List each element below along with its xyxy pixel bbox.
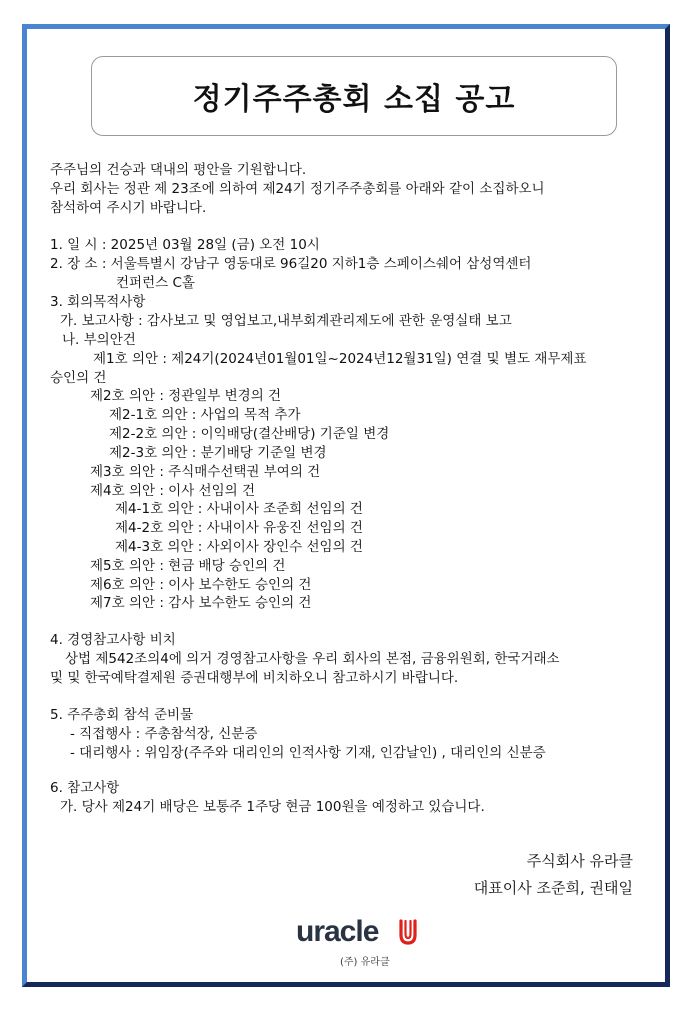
company-ceo: 대표이사 조준희, 권태일 xyxy=(473,879,633,897)
greeting-line-3: 참석하여 주시기 바랍니다. xyxy=(50,200,207,216)
prep-heading: 5. 주주총회 참석 준비물 xyxy=(50,707,194,723)
ref-line-1: 상법 제542조의4에 의거 경영참고사항을 우리 회사의 본점, 금융위원회, 한국거래소 xyxy=(65,651,560,667)
prep-proxy: - 대리행사 : 위임장(주주와 대리인의 인적사항 기재, 인감날인) , 대리인의 신분증 xyxy=(70,745,546,761)
ref-heading: 4. 경영참고사항 비치 xyxy=(50,632,176,648)
item-agenda: 나. 부의안건 xyxy=(62,332,136,348)
agenda-2: 제2호 의안 : 정관일부 변경의 건 xyxy=(90,388,282,404)
prep-direct: - 직접행사 : 주총참석장, 신분증 xyxy=(70,726,258,742)
agenda-4-1: 제4-1호 의안 : 사내이사 조준희 선임의 건 xyxy=(115,501,363,517)
logo-subtext: (주) 유라클 xyxy=(340,957,390,968)
item-report: 가. 보고사항 : 감사보고 및 영업보고,내부회계관리제도에 관한 운영실태 보고 xyxy=(60,313,512,329)
company-name: 주식회사 유라클 xyxy=(526,852,633,870)
item-purpose: 3. 회의목적사항 xyxy=(50,294,146,310)
note-line: 가. 당사 제24기 배당은 보통주 1주당 현금 100원을 예정하고 있습니다. xyxy=(60,799,485,815)
agenda-2-2: 제2-2호 의안 : 이익배당(결산배당) 기준일 변경 xyxy=(109,426,390,442)
agenda-2-3: 제2-3호 의안 : 분기배당 기준일 변경 xyxy=(109,445,327,461)
agenda-4-3: 제4-3호 의안 : 사외이사 장인수 선임의 건 xyxy=(115,539,363,555)
ref-line-2: 및 및 한국예탁결제원 증권대행부에 비치하오니 참고하시기 바랍니다. xyxy=(50,670,459,686)
agenda-1: 제1호 의안 : 제24기(2024년01월01일~2024년12월31일) 연결 및 별도 재무제표 xyxy=(93,351,587,367)
item-place-cont: 컨퍼런스 C홀 xyxy=(116,275,195,291)
agenda-2-1: 제2-1호 의안 : 사업의 목적 추가 xyxy=(109,407,301,423)
greeting-line-2: 우리 회사는 정관 제 23조에 의하여 제24기 정기주주총회를 아래와 같이 소집하오니 xyxy=(50,181,545,197)
item-date: 1. 일 시 : 2025년 03월 28일 (금) 오전 10시 xyxy=(50,237,320,253)
company-logo xyxy=(296,915,426,967)
agenda-3: 제3호 의안 : 주식매수선택권 부여의 건 xyxy=(90,464,321,480)
item-place: 2. 장 소 : 서울특별시 강남구 영동대로 96길20 지하1층 스페이스쉐어 삼성역센터 xyxy=(50,256,532,272)
page-title: 정기주주총회 소집 공고 xyxy=(192,82,516,117)
agenda-4: 제4호 의안 : 이사 선임의 건 xyxy=(90,483,256,499)
title-box xyxy=(91,56,617,136)
agenda-5: 제5호 의안 : 현금 배당 승인의 건 xyxy=(90,558,286,574)
note-heading: 6. 참고사항 xyxy=(50,780,120,796)
agenda-1-cont: 승인의 건 xyxy=(50,370,107,386)
logo-wordmark: uracle xyxy=(296,915,379,948)
agenda-7: 제7호 의안 : 감사 보수한도 승인의 건 xyxy=(90,595,312,611)
agenda-6: 제6호 의안 : 이사 보수한도 승인의 건 xyxy=(90,577,312,593)
greeting-line-1: 주주님의 건승과 댁내의 평안을 기원합니다. xyxy=(50,162,307,178)
agenda-4-2: 제4-2호 의안 : 사내이사 유웅진 선임의 건 xyxy=(115,520,363,536)
logo-mark-icon xyxy=(399,919,417,945)
